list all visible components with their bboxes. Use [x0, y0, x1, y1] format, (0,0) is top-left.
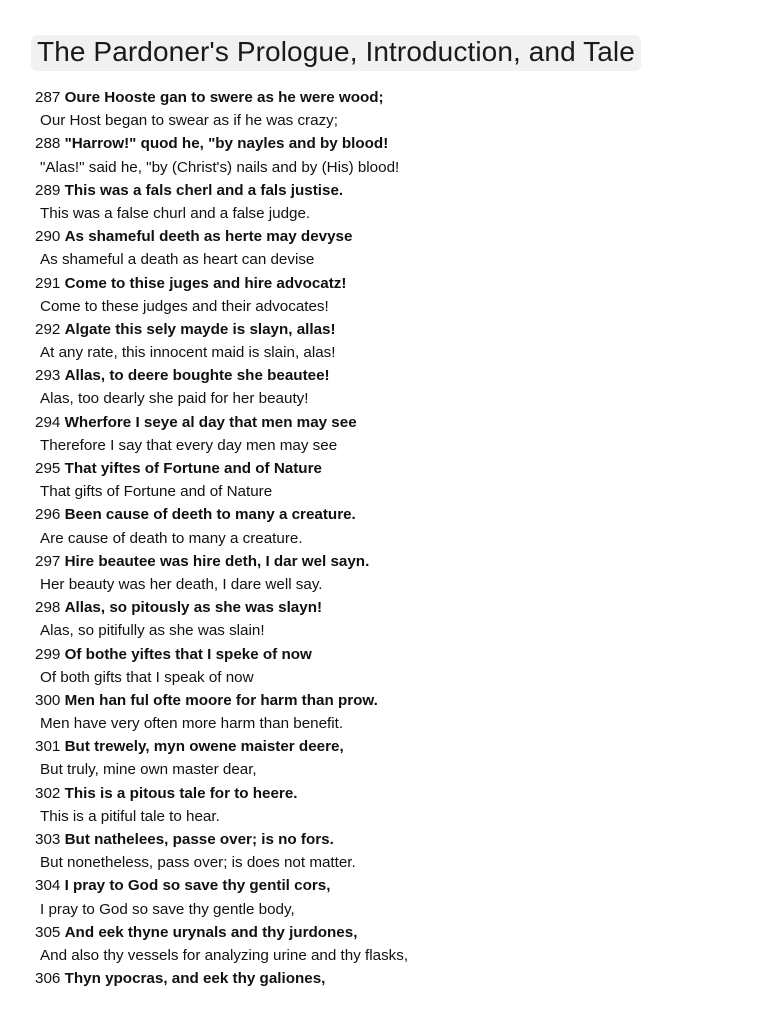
verse-entry: [35, 411, 755, 457]
line-number: 292: [35, 320, 61, 338]
page-title: The Pardoner's Prologue, Introduction, and Tale: [37, 36, 635, 67]
modern-translation: That gifts of Fortune and of Nature: [40, 483, 273, 501]
verse-entry: [35, 735, 755, 781]
middle-english-line: [35, 596, 755, 619]
middle-english-text: And eek thyne urynals and thy jurdones,: [64, 923, 358, 941]
line-number: 298: [35, 599, 61, 617]
middle-english-line: [35, 782, 755, 805]
verse-entry: [35, 86, 755, 132]
middle-english-line: [35, 179, 755, 202]
middle-english-text: But trewely, myn owene maister deere,: [64, 738, 344, 756]
middle-english-line: [35, 411, 755, 434]
modern-translation: Of both gifts that I speak of now: [40, 668, 254, 686]
middle-english-line: [35, 457, 755, 480]
middle-english-line: [35, 874, 755, 897]
line-number: 297: [35, 552, 61, 570]
verse-entry: [35, 225, 755, 271]
modern-translation: At any rate, this innocent maid is slain, alas!: [40, 344, 336, 362]
verse-entry: [35, 596, 755, 642]
modern-translation: I pray to God so save thy gentle body,: [40, 900, 295, 918]
verse-entry: [35, 364, 755, 410]
verse-entry: [35, 967, 755, 990]
modern-translation: Therefore I say that every day men may see: [40, 436, 338, 454]
middle-english-text: Thyn ypocras, and eek thy galiones,: [64, 970, 326, 988]
line-number: 305: [35, 923, 61, 941]
middle-english-line: [35, 689, 755, 712]
verse-entry: [35, 921, 755, 967]
verse-entry: [35, 550, 755, 596]
modern-translation: This was a false churl and a false judge.: [40, 204, 311, 222]
verse-entry: [35, 828, 755, 874]
line-number: 301: [35, 738, 61, 756]
line-number: 296: [35, 506, 61, 524]
middle-english-text: Come to thise juges and hire advocatz!: [64, 274, 347, 292]
line-number: 287: [35, 89, 61, 106]
middle-english-text: This was a fals cherl and a fals justise.: [64, 181, 344, 199]
middle-english-text: Allas, so pitously as she was slayn!: [64, 599, 323, 617]
verse-entry: [35, 272, 755, 318]
middle-english-line: [35, 272, 755, 295]
verse-entry: [35, 782, 755, 828]
modern-translation: Come to these judges and their advocates!: [40, 297, 329, 315]
middle-english-text: Algate this sely mayde is slayn, allas!: [64, 320, 336, 338]
verse-entry: [35, 457, 755, 503]
middle-english-line: [35, 503, 755, 526]
middle-english-text: Hire beautee was hire deth, I dar wel sayn.: [64, 552, 370, 570]
middle-english-text: Wherfore I seye al day that men may see: [64, 413, 357, 431]
middle-english-text: As shameful deeth as herte may devyse: [64, 228, 353, 246]
modern-translation: Alas, so pitifully as she was slain!: [40, 622, 265, 640]
modern-translation: "Alas!" said he, "by (Christ's) nails and by (His) blood!: [40, 158, 400, 176]
verse-entry: [35, 132, 755, 178]
line-number: 293: [35, 367, 61, 385]
modern-translation: Alas, too dearly she paid for her beauty!: [40, 390, 309, 408]
line-number: 291: [35, 274, 61, 292]
middle-english-text: But nathelees, passe over; is no fors.: [64, 831, 334, 848]
middle-english-text: Men han ful ofte moore for harm than prow.: [64, 691, 378, 709]
middle-english-line: [35, 86, 755, 109]
middle-english-line: [35, 550, 755, 573]
modern-translation: Our Host began to swear as if he was crazy;: [40, 112, 338, 130]
line-number: 299: [35, 645, 61, 663]
modern-translation: This is a pitiful tale to hear.: [40, 807, 220, 825]
modern-translation: Are cause of death to many a creature.: [40, 529, 303, 547]
modern-translation: Men have very often more harm than benefit.: [40, 715, 344, 733]
line-number: 289: [35, 181, 61, 199]
line-number: 303: [35, 831, 61, 848]
middle-english-text: Of bothe yiftes that I speke of now: [64, 645, 312, 663]
line-number: 302: [35, 784, 61, 802]
line-number: 306: [35, 970, 61, 988]
line-number: 290: [35, 228, 61, 246]
page-title-highlight: [31, 35, 641, 71]
middle-english-text: Been cause of deeth to many a creature.: [64, 506, 356, 524]
middle-english-text: That yiftes of Fortune and of Nature: [64, 460, 322, 477]
middle-english-line: [35, 643, 755, 666]
middle-english-line: [35, 828, 755, 851]
modern-translation: But nonetheless, pass over; is does not matter.: [40, 854, 356, 872]
middle-english-text: Allas, to deere boughte she beautee!: [64, 367, 330, 385]
verse-entry: [35, 179, 755, 225]
middle-english-line: [35, 364, 755, 387]
verse-entry: [35, 318, 755, 364]
middle-english-line: [35, 735, 755, 758]
line-number: 300: [35, 691, 61, 709]
modern-translation: And also thy vessels for analyzing urine and thy flasks,: [40, 946, 409, 964]
middle-english-line: [35, 318, 755, 341]
modern-translation: But truly, mine own master dear,: [40, 761, 257, 779]
middle-english-line: [35, 132, 755, 155]
line-number: 294: [35, 413, 61, 431]
middle-english-line: [35, 921, 755, 944]
middle-english-text: I pray to God so save thy gentil cors,: [64, 877, 331, 895]
middle-english-line: [35, 225, 755, 248]
line-number: 304: [35, 877, 61, 895]
verse-entry: [35, 503, 755, 549]
verse-entry: [35, 689, 755, 735]
middle-english-line: [35, 967, 755, 990]
middle-english-text: This is a pitous tale for to heere.: [64, 784, 298, 802]
verse-list: [35, 86, 755, 990]
line-number: 295: [35, 460, 61, 477]
line-number: 288: [35, 135, 61, 153]
modern-translation: As shameful a death as heart can devise: [40, 251, 315, 269]
middle-english-text: "Harrow!" quod he, "by nayles and by blood!: [64, 135, 389, 153]
verse-entry: [35, 874, 755, 920]
middle-english-text: Oure Hooste gan to swere as he were wood;: [64, 89, 384, 106]
verse-entry: [35, 643, 755, 689]
modern-translation: Her beauty was her death, I dare well say.: [40, 575, 323, 593]
